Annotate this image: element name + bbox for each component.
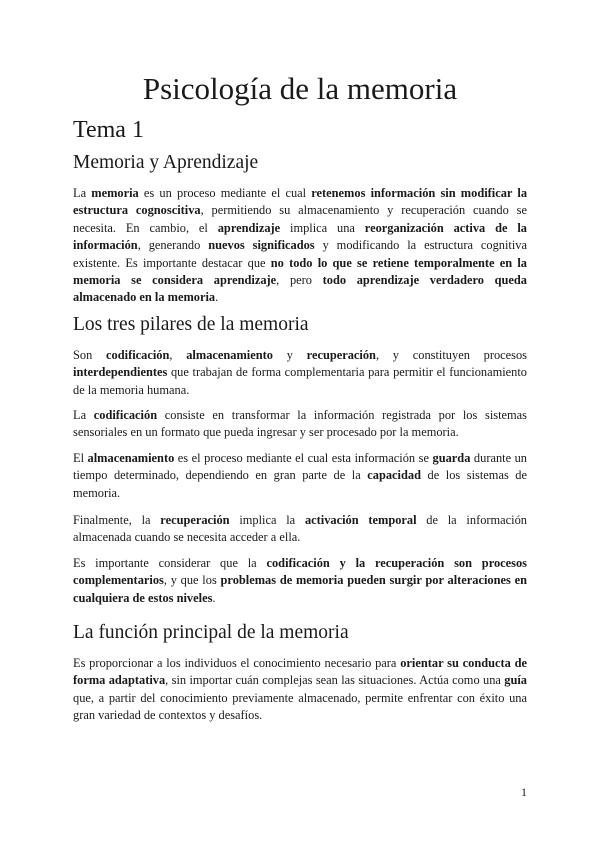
emphasized-text: reorganización activa de la información (73, 220, 527, 253)
text-run: , y constituyen procesos (375, 348, 527, 362)
text-run: , permitiendo su almacenamiento y recuperación cuando se necesita. En cambio, el (73, 203, 527, 235)
text-run: que trabajan de forma complementaria para permitir el funcionamiento de la memoria humana. (73, 365, 527, 397)
text-run: . (215, 290, 219, 305)
text-run: Es importante considerar que la (73, 556, 267, 570)
text-run: La (73, 186, 92, 200)
emphasized-text: codificación y la recuperación son procesos complementarios (73, 556, 527, 588)
chapter-heading: Tema 1 (73, 117, 144, 143)
emphasized-text: activación temporal (304, 513, 417, 527)
emphasized-text: interdependientes (73, 365, 168, 380)
page-number: 1 (521, 785, 527, 799)
text-run: y modificando la estructura cognitiva existente. Es importante destacar que (73, 238, 527, 270)
emphasized-text: problemas de memoria pueden surgir por alteraciones en cualquiera de estos niveles (73, 573, 527, 605)
emphasized-text: almacenamiento (87, 451, 175, 465)
emphasized-text: todo aprendizaje verdadero queda almacenado en la memoria (73, 273, 527, 305)
emphasized-text: no todo lo que se retiene temporalmente en la memoria se considera aprendizaje (73, 255, 527, 288)
paragraph-procesos-complementarios (73, 555, 527, 607)
emphasized-text: recuperación (160, 513, 230, 527)
text-run: consiste en transformar la información registrada por los sistemas sensoriales en un formato que pueda ingresar y ser procesado por la memoria. (73, 408, 527, 440)
emphasized-text: codificación (106, 348, 170, 362)
text-run: , pero (276, 273, 323, 288)
emphasized-text: guarda (432, 451, 471, 465)
text-run: Es proporcionar a los individuos el conocimiento necesario para (73, 656, 401, 670)
text-run: que, a partir del conocimiento previamente almacenado, permite enfrentar con éxito una gran variedad de contextos y desafíos. (73, 690, 527, 723)
text-run: implica la (229, 513, 305, 527)
text-run: , y que los (163, 573, 221, 588)
text-run: durante un tiempo determinado, dependiendo en gran parte de la (73, 451, 527, 483)
text-run: implica una (280, 220, 365, 235)
emphasized-text: nuevos significados (208, 238, 315, 253)
emphasized-text: almacenamiento (186, 348, 273, 362)
paragraph-memoria-aprendizaje (73, 185, 527, 307)
text-run: , generando (137, 238, 209, 253)
text-run: de la información almacenada cuando se necesita acceder a ella. (73, 513, 527, 545)
paragraph-recuperacion (73, 512, 527, 547)
text-run: Son (73, 348, 107, 362)
paragraph-codificacion (73, 407, 527, 442)
text-run: La (73, 408, 94, 422)
emphasized-text: aprendizaje (217, 220, 281, 235)
paragraph-funcion-principal (73, 655, 527, 725)
document-title: Psicología de la memoria (142, 71, 458, 106)
paragraph-tres-pilares-intro (73, 347, 527, 399)
emphasized-text: guía (504, 673, 527, 688)
section-heading-tres-pilares: Los tres pilares de la memoria (73, 314, 309, 335)
text-run: de los sistemas de memoria. (73, 468, 528, 500)
section-heading-funcion-principal: La función principal de la memoria (73, 622, 349, 643)
paragraph-almacenamiento (73, 450, 527, 502)
text-run: Finalmente, la (73, 513, 161, 527)
section-heading-memoria-aprendizaje: Memoria y Aprendizaje (73, 152, 259, 173)
text-run: es un proceso mediante el cual (138, 186, 312, 200)
emphasized-text: capacidad (367, 468, 421, 483)
text-run: y (272, 348, 307, 362)
emphasized-text: memoria (91, 186, 139, 200)
text-run: . (212, 590, 216, 605)
text-run: El (73, 451, 88, 465)
text-run: es el proceso mediante el cual esta información se (174, 451, 433, 465)
emphasized-text: retenemos información sin modificar la estructura cognoscitiva (73, 186, 528, 218)
emphasized-text: orientar su conducta de forma adaptativa (73, 656, 527, 688)
emphasized-text: codificación (93, 408, 158, 422)
text-run: , (169, 348, 187, 362)
emphasized-text: recuperación (306, 348, 376, 362)
text-run: , sin importar cuán complejas sean las situaciones. Actúa como una (165, 673, 505, 688)
